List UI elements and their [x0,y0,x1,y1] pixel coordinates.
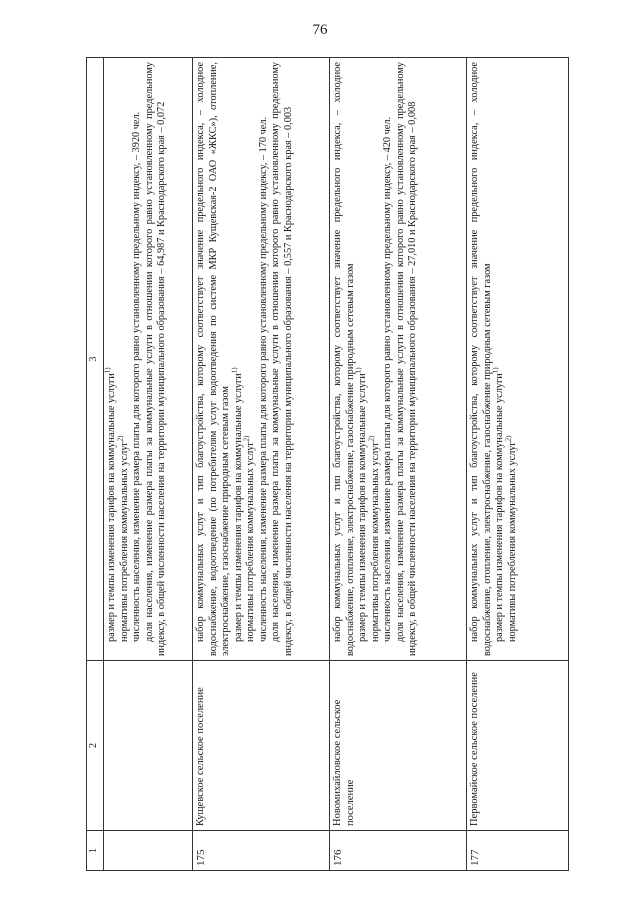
header-col-3: 3 [87,58,104,661]
row-number: 175 [193,831,330,871]
description-cell [330,58,467,661]
row-number [104,831,193,871]
table-header-row [87,58,104,871]
municipality-name: Новомихайловское сельское поселение [330,661,467,831]
description-line: набор коммунальных услуг и тип благоустройства, которому соответствует значение предельного индекса, – холодное водоснабжение, отопление, электроснабжение, газоснабжение природным сетевым газом [332,62,356,656]
description-line: нормативы потребления коммунальных услуг$^{2)}$ [367,435,381,642]
description-line: размер и темпы изменения тарифов на коммунальные услуги$^{1)}$ [230,367,244,642]
description-line: доля населения, изменение размера платы за коммунальные услуги в отношении которого равно установленному предельному индексу, в общей численности населения на территории муниципального образования – 64,987 и Краснодарского края – 0,072 [143,62,168,656]
page-number: 76 [312,22,328,38]
rotated-table-region [86,58,564,871]
description-line: размер и темпы изменения тарифов на коммунальные услуги$^{1)}$ [491,367,506,642]
municipality-name: Кущевское сельское поселение [193,661,330,831]
table-row [467,58,569,871]
description-line: нормативы потребления коммунальных услуг$^{2)}$ [504,435,518,642]
description-line: размер и темпы изменения тарифов на коммунальные услуги$^{1)}$ [103,367,117,642]
municipality-name [104,661,193,831]
description-line: численность населения, изменение размера платы для которого равно установленному предельному индексу, – 420 чел. [382,116,394,642]
table-row [193,58,330,871]
tariff-table [86,57,569,871]
table-row [104,58,193,871]
description-line: набор коммунальных услуг и тип благоустройства, которому соответствует значение предельного индекса, – холодное водоснабжение, отопление, электроснабжение, газоснабжение природным сетевым газом [469,62,493,656]
header-col-2: 2 [87,661,104,831]
description-line: размер и темпы изменения тарифов на коммунальные услуги$^{1)}$ [354,367,369,642]
table-row [330,58,467,871]
description-cell [104,58,193,661]
description-line: доля населения, изменение размера платы за коммунальные услуги в отношении которого равно установленному предельному индексу, в общей численности населения на территории муниципального образования – 27,010 и Краснодарского края – 0,008 [394,62,419,656]
header-col-1: 1 [87,831,104,871]
description-cell [467,58,569,661]
description-line: доля населения, изменение размера платы за коммунальные услуги в отношении которого равно установленному предельному индексу, в общей численности населения на территории муниципального образования – 0,557 и Краснодарского края – 0,003 [270,62,294,656]
row-number: 176 [330,831,467,871]
row-number: 177 [467,831,569,871]
description-line: нормативы потребления коммунальных услуг$^{2)}$ [116,435,130,642]
rotated-table-frame [86,58,564,871]
description-line: численность населения, изменение размера платы для которого равно установленному предельному индексу, – 3920 чел. [131,111,143,642]
municipality-name: Первомайское сельское поселение [467,661,569,831]
description-line: численность населения, изменение размера платы для которого равно установленному предельному индексу, – 170 чел. [257,116,269,642]
description-line: нормативы потребления коммунальных услуг$^{2)}$ [242,435,257,642]
description-cell [193,58,330,661]
description-line: набор коммунальных услуг и тип благоустройства, которому соответствует значение предельного индекса, – холодное водоснабжение, водоотведение (по потребителям услуг водоотведения по системе МКР Кущевская-2 ОАО «ЖКС»), отопление, электроснабжение, газоснабжение природным сетевым газом [195,62,232,656]
